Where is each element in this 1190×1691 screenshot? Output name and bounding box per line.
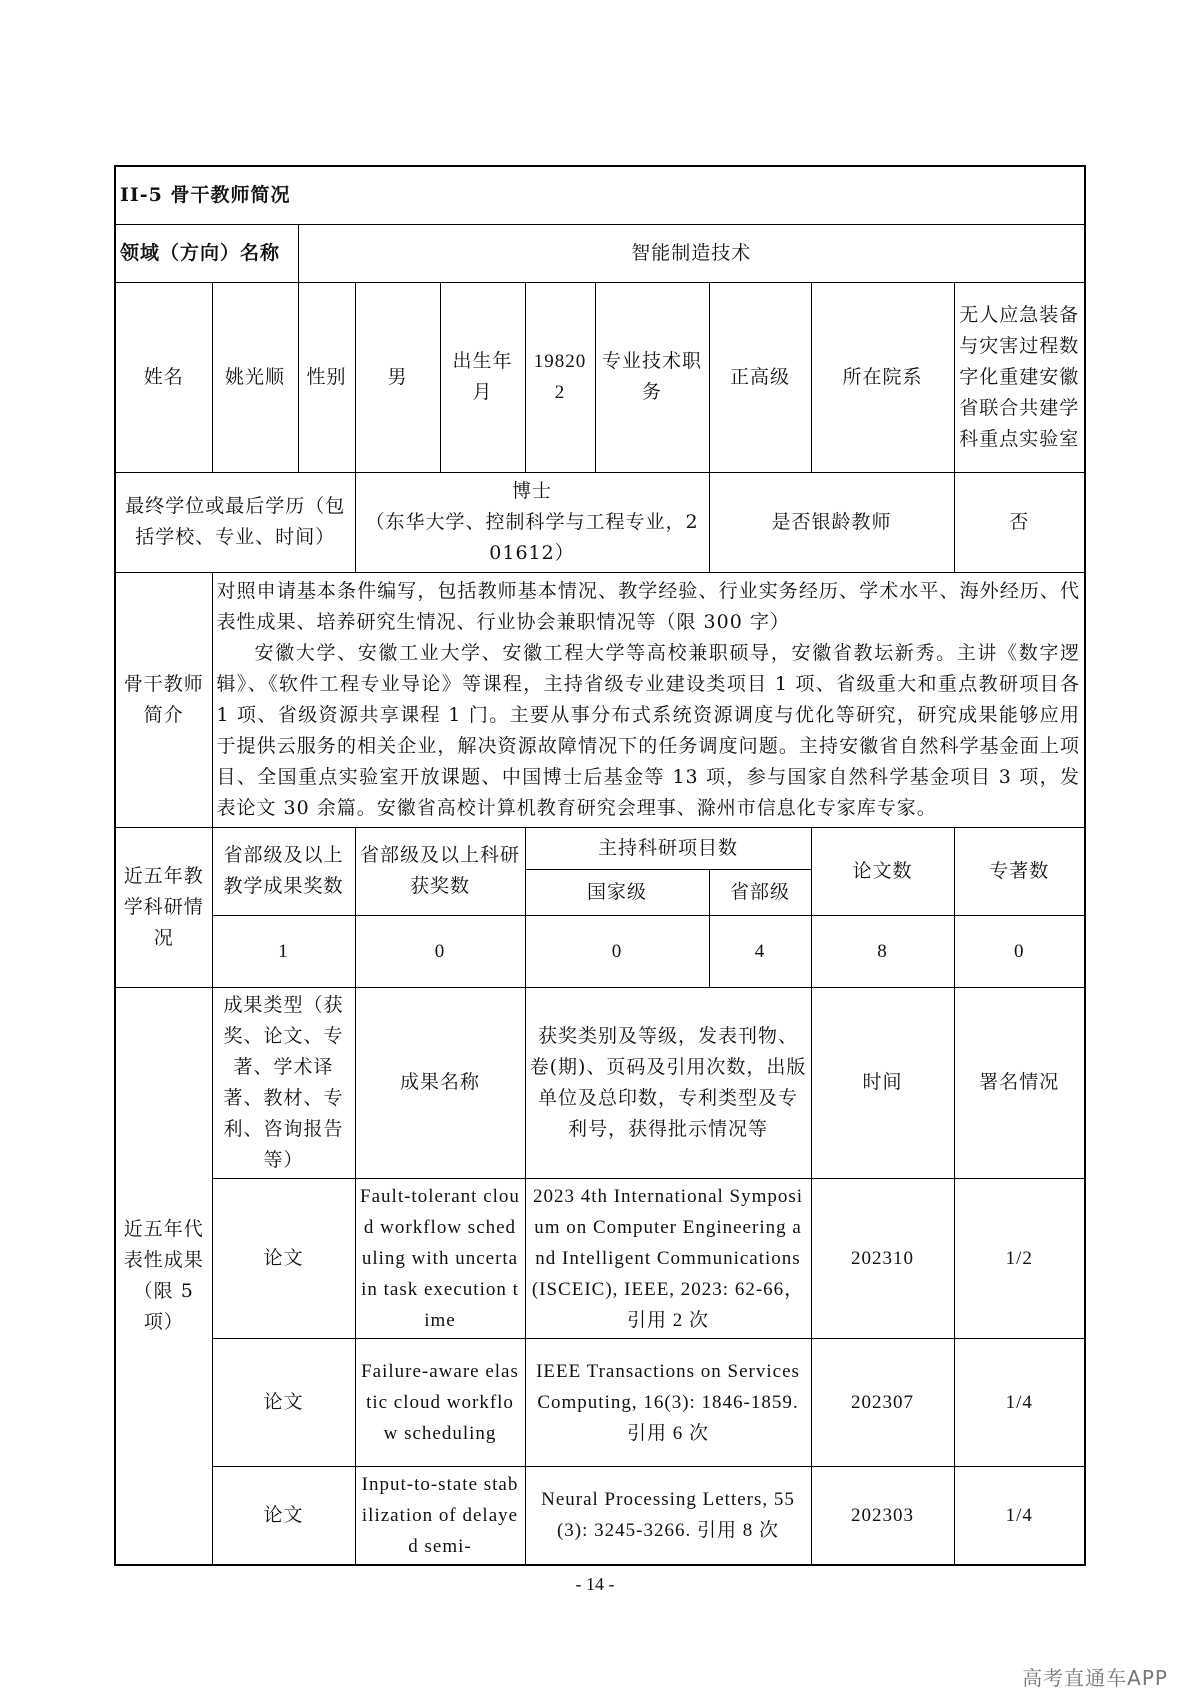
- achievement-name: Input-to-state stabilization of delayed semi-: [355, 1466, 525, 1565]
- page-number: - 14 -: [575, 1574, 615, 1594]
- intro-instruction: 对照申请基本条件编写，包括教师基本情况、教学经验、行业实务经历、学术水平、海外经历、代表性成果、培养研究生情况、行业协会兼职情况等（限 300 字）: [216, 579, 1081, 633]
- achievement-name-header: 成果名称: [355, 987, 525, 1178]
- table-row: [115, 1466, 1085, 1565]
- birth-value: 198202: [525, 282, 595, 472]
- intro-body: 安徽大学、安徽工业大学、安徽工程大学等高校兼职硕导，安徽省教坛新秀。主讲《数字逻辑》、《软件工程专业导论》等课程，主持省级专业建设类项目 1 项、省级重大和重点教研项目各 1 项、省级资源共享课程 1 门。主要从事分布式系统资源调度与优化等研究，研究成果能够应用于提供云服务的相关企业，解决资源故障情况下的任务调度问题。主持安徽省自然科学基金面上项目、全国重点实验室开放课题、中国博士后基金等 13 项，参与国家自然科学基金项目 3 项，发表论文 30 余篇。安徽省高校计算机教育研究会理事、滁州市信息化专家库专家。: [216, 641, 1081, 819]
- silver-teacher-label: 是否银龄教师: [709, 472, 954, 572]
- research-award-header: 省部级及以上科研获奖数: [355, 827, 525, 915]
- degree-value-line2: （东华大学、控制科学与工程专业，201612）: [365, 510, 699, 564]
- birth-label: 出生年月: [440, 282, 525, 472]
- title-value: 正高级: [709, 282, 811, 472]
- achievement-detail: Neural Processing Letters, 55(3): 3245-3266. 引用 8 次: [525, 1466, 811, 1565]
- name-label: 姓名: [115, 282, 212, 472]
- achievement-name: Fault-tolerant cloud workflow scheduling with uncertain task execution time: [355, 1178, 525, 1338]
- field-value: 智能制造技术: [298, 224, 1085, 282]
- degree-label: 最终学位或最后学历（包括学校、专业、时间）: [115, 472, 355, 572]
- national-value: 0: [525, 915, 709, 987]
- dept-label: 所在院系: [811, 282, 954, 472]
- achievement-time: 202307: [811, 1338, 954, 1466]
- field-label: 领域（方向）名称: [115, 224, 298, 282]
- section-title: II-5 骨干教师简况: [115, 166, 1085, 224]
- achievement-authorship-header: 署名情况: [954, 987, 1085, 1178]
- achievement-authorship: 1/2: [954, 1178, 1085, 1338]
- achievements-label: 近五年代表性成果（限 5 项）: [115, 987, 212, 1565]
- teaching-award-header: 省部级及以上教学成果奖数: [212, 827, 355, 915]
- teacher-profile-table: [114, 165, 1086, 1566]
- name-value: 姚光顺: [212, 282, 298, 472]
- achievement-time: 202303: [811, 1466, 954, 1565]
- achievement-authorship: 1/4: [954, 1338, 1085, 1466]
- silver-teacher-value: 否: [954, 472, 1085, 572]
- intro-label: 骨干教师简介: [115, 572, 212, 827]
- achievement-name: Failure-aware elastic cloud workflow scheduling: [355, 1338, 525, 1466]
- achievement-time-header: 时间: [811, 987, 954, 1178]
- achievement-detail: IEEE Transactions on Services Computing, 16(3): 1846-1859. 引用 6 次: [525, 1338, 811, 1466]
- gender-label: 性别: [298, 282, 355, 472]
- achievement-authorship: 1/4: [954, 1466, 1085, 1565]
- title-label: 专业技术职 务: [595, 282, 709, 472]
- teaching-award-value: 1: [212, 915, 355, 987]
- papers-header: 论文数: [811, 827, 954, 915]
- books-header: 专著数: [954, 827, 1085, 915]
- gender-value: 男: [355, 282, 440, 472]
- papers-value: 8: [811, 915, 954, 987]
- table-row: [115, 1178, 1085, 1338]
- provincial-header: 省部级: [709, 869, 811, 915]
- dept-value: 无人应急装备与灾害过程数字化重建安徽省联合共建学科重点实验室: [954, 282, 1085, 472]
- achievement-detail: 2023 4th International Symposium on Computer Engineering and Intelligent Communications (ISCEIC), IEEE, 2023: 62-66，引用 2 次: [525, 1178, 811, 1338]
- provincial-value: 4: [709, 915, 811, 987]
- achievement-time: 202310: [811, 1178, 954, 1338]
- achievement-type: 论文: [212, 1178, 355, 1338]
- table-row: [115, 1338, 1085, 1466]
- achievement-type: 论文: [212, 1466, 355, 1565]
- achievement-detail-header: 获奖类别及等级，发表刊物、卷(期)、页码及引用次数，出版单位及总印数，专利类型及专利号，获得批示情况等: [525, 987, 811, 1178]
- achievement-type: 论文: [212, 1338, 355, 1466]
- intro-content: [212, 572, 1085, 827]
- degree-value: [355, 472, 709, 572]
- projects-header: 主持科研项目数: [525, 827, 811, 869]
- research-award-value: 0: [355, 915, 525, 987]
- degree-value-line1: 博士: [511, 479, 552, 502]
- national-header: 国家级: [525, 869, 709, 915]
- books-value: 0: [954, 915, 1085, 987]
- achievement-type-header: 成果类型（获奖、论文、专著、学术译著、教材、专利、咨询报告等）: [212, 987, 355, 1178]
- research-label: 近五年教学科研情况: [115, 827, 212, 987]
- watermark-text: 高考直通车APP: [1022, 1666, 1168, 1690]
